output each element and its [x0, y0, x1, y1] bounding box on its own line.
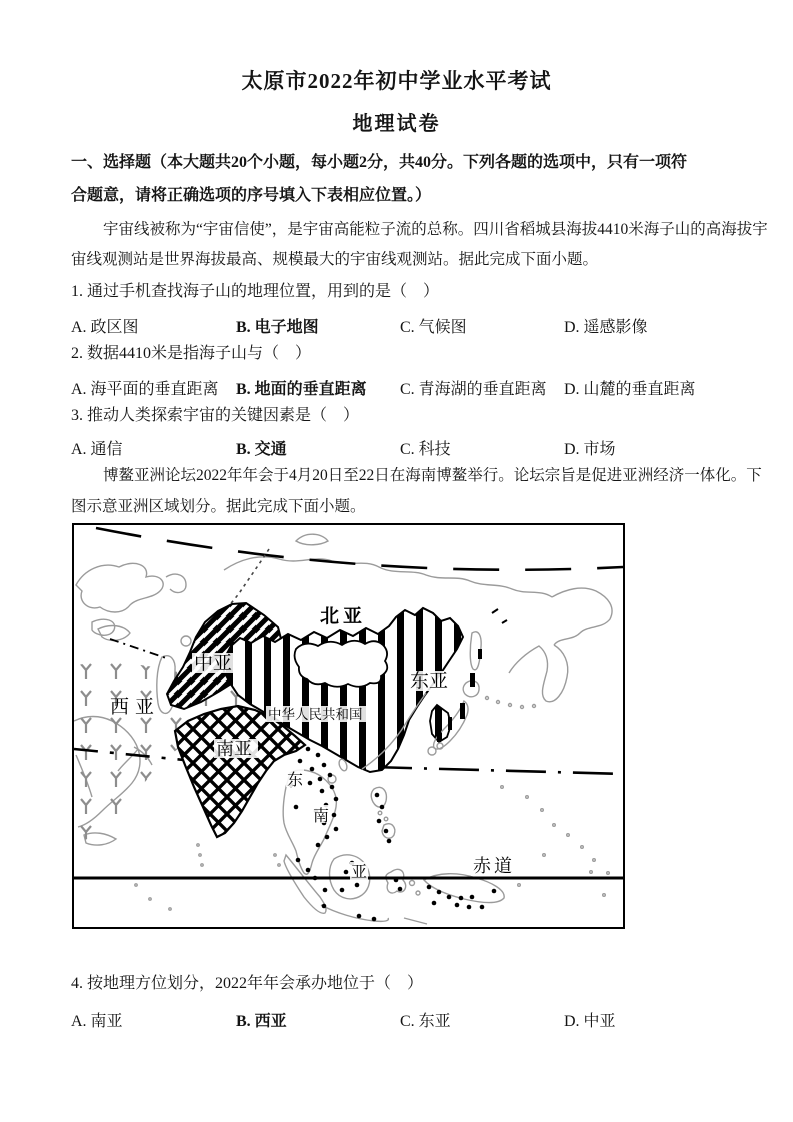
- label-central-asia: 中亚: [194, 653, 233, 674]
- question-4-options: [0, 1008, 793, 1030]
- question-3-text: 3. 推动人类探索宇宙的关键因素是（ ）: [71, 407, 360, 424]
- small-island-marks: [492, 609, 507, 623]
- passage2-line1: 博鳌亚洲论坛2022年年会于4月20日至22日在海南博鳌举行。论坛宗旨是促进亚洲经济一体化。下: [103, 467, 762, 484]
- passage2-line2: 图示意亚洲区域划分。据此完成下面小题。: [71, 498, 366, 515]
- page-title: 太原市2022年初中学业水平考试: [241, 69, 552, 93]
- page-subtitle: 地理试卷: [352, 113, 441, 135]
- q1-option-d: D. 遥感影像: [564, 319, 648, 336]
- question-1-text: 1. 通过手机查找海子山的地理位置，用到的是（ ）: [71, 283, 440, 300]
- label-equator: 赤道: [473, 856, 515, 876]
- q4-option-b: B. 西亚: [236, 1013, 287, 1030]
- q2-option-c: C. 青海湖的垂直距离: [400, 381, 547, 398]
- section-heading-line1: 一、选择题（本大题共20个小题，每小题2分，共40分。下列各题的选项中，只有一项符: [71, 154, 688, 171]
- label-east-asia: 东亚: [410, 671, 449, 692]
- q3-option-c: C. 科技: [400, 441, 451, 458]
- q3-option-a: A. 通信: [71, 441, 123, 458]
- label-se-asia-char3: 亚: [351, 864, 368, 881]
- q4-option-c: C. 东亚: [400, 1013, 451, 1030]
- label-south-asia: 南亚: [216, 739, 252, 759]
- q2-option-a: A. 海平面的垂直距离: [71, 381, 219, 398]
- passage1-line2: 宙线观测站是世界海拔最高、规模最大的宇宙线观测站。据此完成下面小题。: [71, 251, 599, 268]
- q4-option-a: A. 南亚: [71, 1013, 123, 1030]
- label-north-asia: 北亚: [320, 606, 367, 627]
- region-southeast-asia-dots: [289, 747, 497, 922]
- q4-option-d: D. 中亚: [564, 1013, 616, 1030]
- question-3-options: [0, 436, 793, 458]
- section-heading-line2: 合题意，请将正确选项的序号填入下表相应位置。）: [71, 187, 432, 204]
- passage1-line1: 宇宙线被称为“宇宙信使”，是宇宙高能粒子流的总称。四川省稻城县海拔4410米海子山的高海拔宇: [103, 221, 768, 238]
- label-west-asia: 西亚: [110, 697, 161, 718]
- q2-option-b: B. 地面的垂直距离: [236, 381, 367, 398]
- q3-option-b: B. 交通: [236, 441, 287, 458]
- q1-option-a: A. 政区图: [71, 319, 139, 336]
- caucasus-dashdot-line: [110, 639, 169, 659]
- asia-regions-map-svg: [74, 525, 623, 927]
- q2-option-d: D. 山麓的垂直距离: [564, 381, 696, 398]
- asia-regions-map-figure: [72, 523, 625, 929]
- q3-option-d: D. 市场: [564, 441, 616, 458]
- question-4-text: 4. 按地理方位划分，2022年年会承办地位于（ ）: [71, 975, 424, 992]
- mongolia-outline: [295, 641, 388, 687]
- label-china: 中华人民共和国: [268, 707, 363, 722]
- label-se-asia-char1: 东: [287, 772, 304, 789]
- question-1-options: [0, 314, 793, 336]
- q1-option-c: C. 气候图: [400, 319, 467, 336]
- label-se-asia-char2: 南: [313, 808, 330, 825]
- q1-option-b: B. 电子地图: [236, 319, 319, 336]
- question-2-text: 2. 数据4410米是指海子山与（ ）: [71, 345, 312, 362]
- question-2-options: [0, 376, 793, 398]
- tropic-line-east: [372, 767, 623, 774]
